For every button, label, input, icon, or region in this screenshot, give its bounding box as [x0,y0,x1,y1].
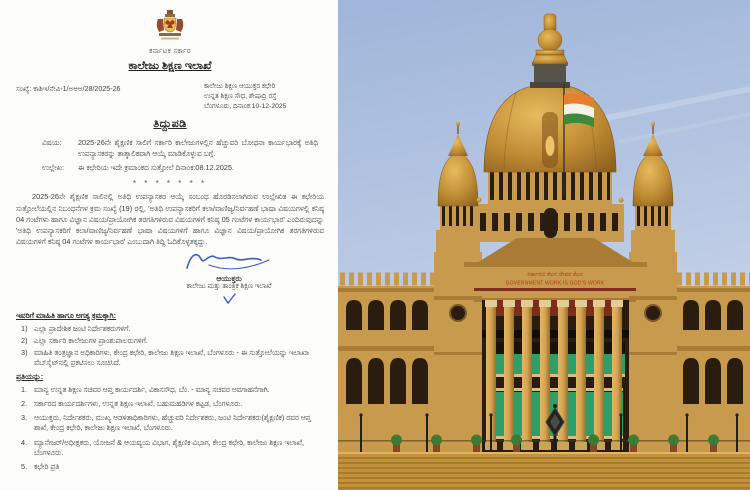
list-item-text: ಮ್ಯಾನೇಜರ್/ಅಧೀಕ್ಷಕರು, ಯೋಜನೆ & ಆಯವ್ಯಯ ವಿಭಾಗ, ಶೈಕ್ಷಣಿಕ ವಿಭಾಗ, ಕೇಂದ್ರ ಕಛೇರಿ, ಕಾಲೇಜು ಶಿಕ್ಷಣ ಇಲಾಖೆ, ಬೆಂಗಳೂರು. [34,437,305,458]
list-item-text: ಎಲ್ಲಾ ಸರ್ಕಾರಿ ಕಾಲೇಜುಗಳ ಪ್ರಾಂಶುಪಾಲರುಗಳಿಗೆ. [34,335,148,345]
list-item [21,462,324,473]
list-item [21,336,324,347]
letter-title: ತಿದ್ದುಪಡಿ [153,118,187,131]
list-item [21,348,324,369]
government-name: ಕರ್ನಾಟಕ ಸರ್ಕಾರ [149,47,191,55]
list-item-text: ಕಛೇರಿ ಪ್ರತಿ [34,462,60,472]
letterhead [16,10,324,75]
karnataka-emblem-icon [16,10,324,46]
circular-document [0,0,338,490]
list-item-text: ಆಯುಕ್ತರು, ನಿರ್ದೇಶಕರು, ಮುಖ್ಯ ಆಡಳಿತಾಧಿಕಾರಿಗಳು, ಹೆಚ್ಚುವರಿ ನಿರ್ದೇಶಕರು, ಜಂಟಿ ನಿರ್ದೇಶಕರು(ಶೈಕ್ಷಣಿಕ) ರವರ ಆಪ್ತ ಶಾಖೆ, ಕೇಂದ್ರ ಕಛೇರಿ, ಕಾಲೇಜು ಶಿಕ್ಷಣ ಇಲಾಖೆ, ಬೆಂಗಳೂರು. [34,412,311,433]
subject-text: 2025-26ನೇ ಶೈಕ್ಷಣಿಕ ಸಾಲಿಗೆ ಸರ್ಕಾರಿ ಕಾಲೇಜುಗಳಲ್ಲಿನ ಹೆಚ್ಚುವರಿ ಬೋಧನಾ ಕಾರ್ಯಭಾರಕ್ಕೆ ಅತಿಥಿ ಉಪನ್ಯಾಸಕರನ್ನು ತಾತ್ಕಾಲಿಕವಾಗಿ ಆಯ್ಕೆ ಮಾಡಿಕೊಳ್ಳುವ ಬಗ್ಗೆ. [78,138,318,158]
left-turret-base [436,230,480,262]
info-heading: ಇವರಿಗೆ ಮಾಹಿತಿ ಹಾಗೂ ಅಗತ್ಯ ಕ್ರಮಕ್ಕಾಗಿ: [16,310,117,320]
info-list [16,324,324,369]
copy-list [16,385,324,473]
check-mark-icon [144,292,314,307]
office-line: ಕಾಲೇಜು ಶಿಕ್ಷಣ ಆಯುಕ್ತರ ಕಛೇರಿ [204,82,276,90]
office-line-date: ಬೆಂಗಳೂರು, ದಿನಾಂಕ:10-12-2025 [204,103,287,111]
subject-row [42,138,318,159]
dome-drum [488,168,612,206]
signatory-designation: ಆಯುಕ್ತರು [216,273,242,283]
indian-flag [564,94,594,127]
body-paragraph: 2025-26ನೇ ಶೈಕ್ಷಣಿಕ ಸಾಲಿನಲ್ಲಿ ಅತಿಥಿ ಉಪನ್ಯಾಸಕರ ಆಯ್ಕೆ ಸಂಬಂಧ ಹೊರಡಿಸಲಾಗಿರುವ ಉಲ್ಲೇಖಿತ ಈ ಕಛೇರಿಯ ಸುತ್ತೋಲೆಯಲ್ಲಿನ ನಿಬಂಧನೆಗಳ ಕ್ರಮ ಸಂಖ್ಯೆ (19) ರಲ್ಲಿ, 'ಅತಿಥಿ ಉಪನ್ಯಾಸಕರಿಗೆ ಕಲಾ/ವಾಣಿಜ್ಯ/ನಿರ್ವಹಣೆ ಭಾಷಾ ವಿಷಯಗಳಲ್ಲಿ ಕನಿಷ್ಠ 04 ಗಂಟೆಗಳು ಹಾಗೂ ವಿಜ್ಞಾನ ವಿಷಯ/ಪ್ರಾಯೋಗಿಕ ತರಗತಿಗಳಿರುವ ವಿಷಯಗಳಿಗೆ ಕನಿಷ್ಠ 05 ಗಂಟೆಗಳ ಕಾರ್ಯಭಾರ' ಎಂದಿರುವುದನ್ನು 'ಅತಿಥಿ ಉಪನ್ಯಾಸಕರಿಗೆ ಕಲಾ/ವಾಣಿಜ್ಯ/ನಿರ್ವಹಣೆ ಭಾಷಾ ವಿಷಯಗಳಿಗೆ ಹಾಗೂ ವಿಜ್ಞಾನ ವಿಷಯ/ಪ್ರಾಯೋಗಿಕ ತರಗತಿಗಳಿರುವ ವಿಷಯಗಳಿಗೆ ಕನಿಷ್ಠ 04 ಗಂಟೆಗಳ ಕಾರ್ಯಭಾರ' ಎಂಬುದಾಗಿ ತಿದ್ದಿ ಓದಿಕೊಳ್ಳತಕ್ಕದ್ದು. [16,192,324,246]
list-item-text: ಮಾಹಿತಿ ತಂತ್ರಜ್ಞಾನ ಅಧಿಕಾರಿಗಳು, ಕೇಂದ್ರ ಕಛೇರಿ, ಕಾಲೇಜು ಶಿಕ್ಷಣ ಇಲಾಖೆ, ಬೆಂಗಳೂರು - ಈ ಸುತ್ತೋಲೆಯನ್ನು ಇಲಾಖಾ ವೆಬ್‌ಸೈಟ್‌ನಲ್ಲಿ ಪ್ರಕಟಿಸಲು ಸೂಚಿಸಿದೆ. [34,347,309,368]
entrance-steps [338,452,750,490]
subject-label: ವಿಷಯ: [42,138,62,148]
list-item [21,399,324,410]
list-item [21,413,324,434]
department-name: ಕಾಲೇಜು ಶಿಕ್ಷಣ ಇಲಾಖೆ [128,59,212,72]
list-item-text: ಸರ್ಕಾರದ ಕಾರ್ಯದರ್ಶಿಗಳು, ಉನ್ನತ ಶಿಕ್ಷಣ ಇಲಾಖೆ, ಬಹುಮಹಡಿಗಳ ಕಟ್ಟಡ, ಬೆಂಗಳೂರು. [34,398,243,408]
reference-text: ಈ ಕಛೇರಿಯ ಇದೇ ಕ್ರಮಾಂಕದ ಸುತ್ತೋಲೆ ದಿನಾಂಕ:08.12.2025. [78,163,234,173]
list-item-text: ಮಾನ್ಯ ಉನ್ನತ ಶಿಕ್ಷಣ ಸಚಿವರ ಆಪ್ತ ಕಾರ್ಯದರ್ಶಿ, ವಿಕಾಸಸೌಧ, ಬೆಂ. - ಮಾನ್ಯ ಸಚಿವರ ಅವಗಾಹನೆಗಾಗಿ. [34,384,270,394]
list-item [21,438,324,459]
list-item-text: ಎಲ್ಲಾ ಪ್ರಾದೇಶಿಕ ಜಂಟಿ ನಿರ್ದೇಶಕರುಗಳಿಗೆ. [34,323,131,333]
office-address [204,82,324,113]
list-item [21,385,324,396]
signatory-department: ಕಾಲೇಜು ಮತ್ತು ತಾಂತ್ರಿಕ ಶಿಕ್ಷಣ ಇಲಾಖೆ [186,283,272,291]
pediment-text-kannada: ಸರ್ಕಾರದ ಕೆಲಸ ದೇವರ ಕೆಲಸ [527,272,583,278]
office-line: ಉನ್ನತ ಶಿಕ್ಷಣ ಸೌಧ, ಶೇಷಾದ್ರಿ ರಸ್ತೆ [204,92,277,100]
building-photo [338,0,750,490]
reference-label: ಉಲ್ಲೇಖ: [42,163,65,173]
copy-heading: ಪ್ರತಿಯನ್ನು: [16,371,44,381]
reference-row [16,82,324,113]
pediment-text-english: GOVERNMENT WORK IS GOD'S WORK [505,280,605,287]
reference-note-row [42,163,318,174]
signature-ink [179,248,279,274]
right-turret-base [631,230,675,262]
signature-block [144,248,314,308]
reference-number: ಸಂಖ್ಯೆ: ಕಾಶಿಇ/ನೇವಿ-1/ಅಆಅ/28/2025-26 [16,84,121,93]
list-item [21,324,324,335]
asterisk-separator: * * * * * * * [132,178,208,188]
